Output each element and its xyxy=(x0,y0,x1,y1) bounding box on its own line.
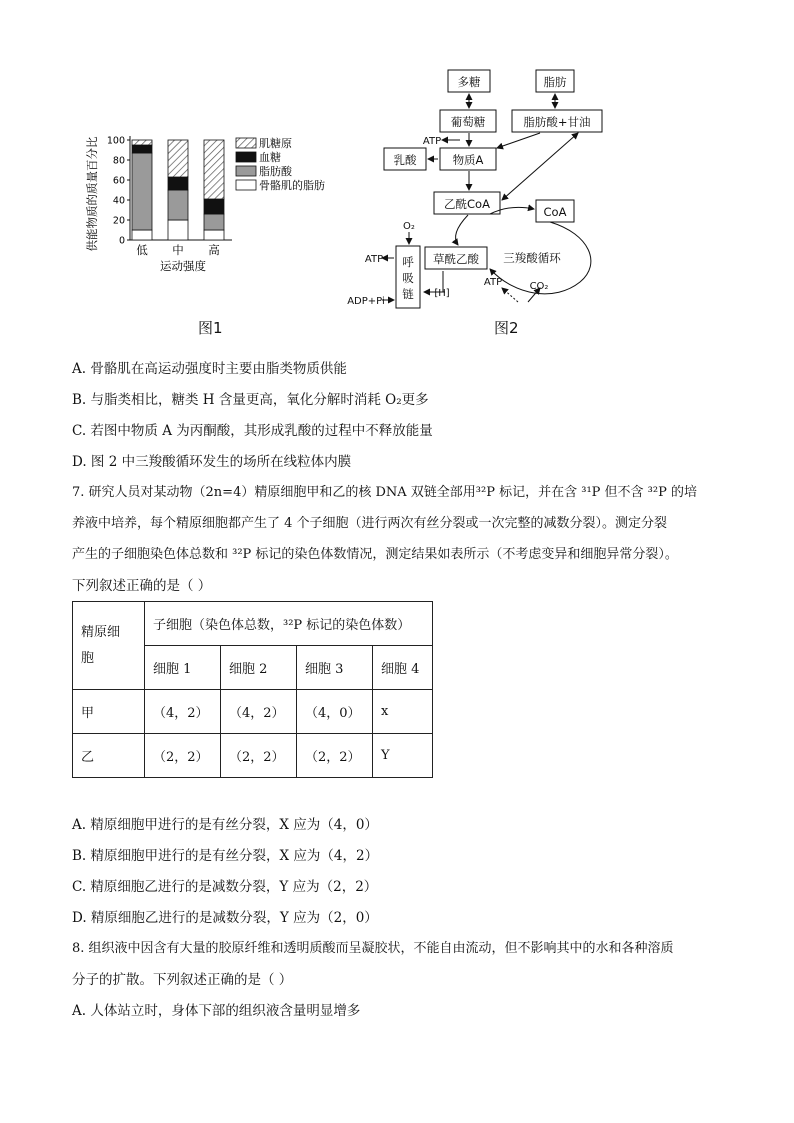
category-label: 中 xyxy=(172,243,184,257)
legend-label: 脂肪酸 xyxy=(259,165,292,178)
label-atp-left: ATP xyxy=(364,254,384,265)
bar-segment xyxy=(204,214,224,230)
bar-segment xyxy=(168,190,188,220)
bar-segment xyxy=(204,199,224,214)
table-row-header xyxy=(73,602,145,690)
bar-segment xyxy=(132,145,152,153)
bar-segment xyxy=(204,230,224,240)
q6-option-d: D. 图 2 中三羧酸循环发生的场所在线粒体内膜 xyxy=(72,454,352,470)
table-cell: （2，2） xyxy=(297,734,373,778)
category-label: 低 xyxy=(136,243,148,257)
y-tick-label: 0 xyxy=(118,235,125,247)
label-resp-3: 链 xyxy=(402,287,414,301)
q8-stem-line1: 8. 组织液中因含有大量的胶原纤维和透明质酸而呈凝胶状，不能自由流动，但不影响其中的水和各种溶质 xyxy=(72,941,674,956)
label-fat: 脂肪 xyxy=(543,75,567,89)
label-substanceA: 物质A xyxy=(452,153,484,167)
q6-option-c: C. 若图中物质 A 为丙酮酸，其形成乳酸的过程中不释放能量 xyxy=(72,423,433,439)
y-tick-label: 100 xyxy=(106,135,125,147)
row-header-line1: 精原细 xyxy=(81,624,121,640)
q7-option-d: D. 精原细胞乙进行的是减数分裂，Y 应为（2，0） xyxy=(72,910,378,926)
q7-stem-line4: 下列叙述正确的是（ ） xyxy=(72,578,212,594)
table-group-header: 子细胞（染色体总数，³²P 标记的染色体数） xyxy=(145,602,433,646)
bar-segment xyxy=(168,220,188,240)
table-cell: Y xyxy=(373,734,433,778)
legend-label: 肌糖原 xyxy=(259,137,292,150)
label-resp-2: 吸 xyxy=(402,271,414,285)
bar-segment xyxy=(132,230,152,240)
bar-segment xyxy=(204,140,224,199)
table-cell: （2，2） xyxy=(145,734,221,778)
y-tick-label: 80 xyxy=(112,155,125,167)
table-col-header: 细胞 2 xyxy=(221,646,297,690)
bar-segment xyxy=(168,177,188,190)
label-h: [H] xyxy=(434,288,450,299)
y-axis-label: 供能物质的质量百分比 xyxy=(85,136,99,252)
y-tick-label: 20 xyxy=(112,215,125,227)
q6-option-a: A. 骨骼肌在高运动强度时主要由脂类物质供能 xyxy=(72,361,347,377)
row-header-line2: 胞 xyxy=(81,650,95,666)
figure2-diagram xyxy=(340,64,640,314)
label-tca: 三羧酸循环 xyxy=(503,251,561,265)
table-row xyxy=(73,690,433,734)
table-cell: （4，0） xyxy=(297,690,373,734)
table-cell: x xyxy=(373,690,433,734)
legend-swatch xyxy=(236,152,256,162)
label-adp: ADP+Pi xyxy=(347,296,385,307)
label-atp-top: ATP xyxy=(422,136,442,147)
table-row-label: 乙 xyxy=(73,734,145,778)
q7-option-a: A. 精原细胞甲进行的是有丝分裂，X 应为（4，0） xyxy=(72,817,378,833)
table-col-header: 细胞 4 xyxy=(373,646,433,690)
legend-swatch xyxy=(236,166,256,176)
label-glucose: 葡萄糖 xyxy=(450,115,486,129)
label-lactate: 乳酸 xyxy=(393,153,417,167)
figure2-caption: 图2 xyxy=(494,319,519,337)
legend-swatch xyxy=(236,180,256,190)
legend-swatch xyxy=(236,138,256,148)
q6-option-b: B. 与脂类相比，糖类 H 含量更高，氧化分解时消耗 O₂更多 xyxy=(72,392,429,408)
q7-option-b: B. 精原细胞甲进行的是有丝分裂，X 应为（4，2） xyxy=(72,848,379,864)
table-row-label: 甲 xyxy=(73,690,145,734)
q7-stem-line2: 养液中培养，每个精原细胞都产生了 4 个子细胞（进行两次有丝分裂或一次完整的减数分裂）。测定分裂 xyxy=(72,516,668,531)
q7-stem-line1: 7. 研究人员对某动物（2n=4）精原细胞甲和乙的核 DNA 双链全部用³²P 标记，并在含 ³¹P 但不含 ³²P 的培 xyxy=(72,485,697,500)
x-axis-label: 运动强度 xyxy=(160,259,206,273)
label-polysaccharide: 多糖 xyxy=(457,75,481,89)
table-col-header: 细胞 1 xyxy=(145,646,221,690)
label-oxaloacetate: 草酰乙酸 xyxy=(433,252,479,266)
q7-option-c: C. 精原细胞乙进行的是减数分裂，Y 应为（2，2） xyxy=(72,879,378,895)
label-resp-1: 呼 xyxy=(402,255,414,269)
legend-label: 骨骼肌的脂肪 xyxy=(259,179,325,192)
bar-segment xyxy=(168,140,188,177)
q7-data-table xyxy=(72,601,433,778)
table-cell: （2，2） xyxy=(221,734,297,778)
label-atp-cycle: ATP xyxy=(483,277,503,288)
bar-segment xyxy=(132,153,152,230)
figure1-caption: 图1 xyxy=(198,319,223,337)
figure1-chart xyxy=(80,128,350,278)
bar-segment xyxy=(132,140,152,145)
table-row xyxy=(73,734,433,778)
label-coa: CoA xyxy=(543,205,567,219)
y-tick-label: 40 xyxy=(112,195,125,207)
q8-stem-line2: 分子的扩散。下列叙述正确的是（ ） xyxy=(72,972,293,988)
q8-option-a: A. 人体站立时，身体下部的组织液含量明显增多 xyxy=(72,1003,361,1019)
table-cell: （4，2） xyxy=(145,690,221,734)
table-cell: （4，2） xyxy=(221,690,297,734)
y-tick-label: 60 xyxy=(112,175,125,187)
label-fattyacid: 脂肪酸+甘油 xyxy=(523,115,591,129)
q7-stem-line3: 产生的子细胞染色体总数和 ³²P 标记的染色体数情况，测定结果如表所示（不考虑变异和细胞异常分裂）。 xyxy=(72,547,678,562)
label-o2: O₂ xyxy=(403,221,415,232)
legend-label: 血糖 xyxy=(259,151,281,164)
category-label: 高 xyxy=(208,243,220,257)
label-co2: CO₂ xyxy=(529,281,549,292)
table-col-header: 细胞 3 xyxy=(297,646,373,690)
label-acetylcoa: 乙酰CoA xyxy=(444,197,490,211)
